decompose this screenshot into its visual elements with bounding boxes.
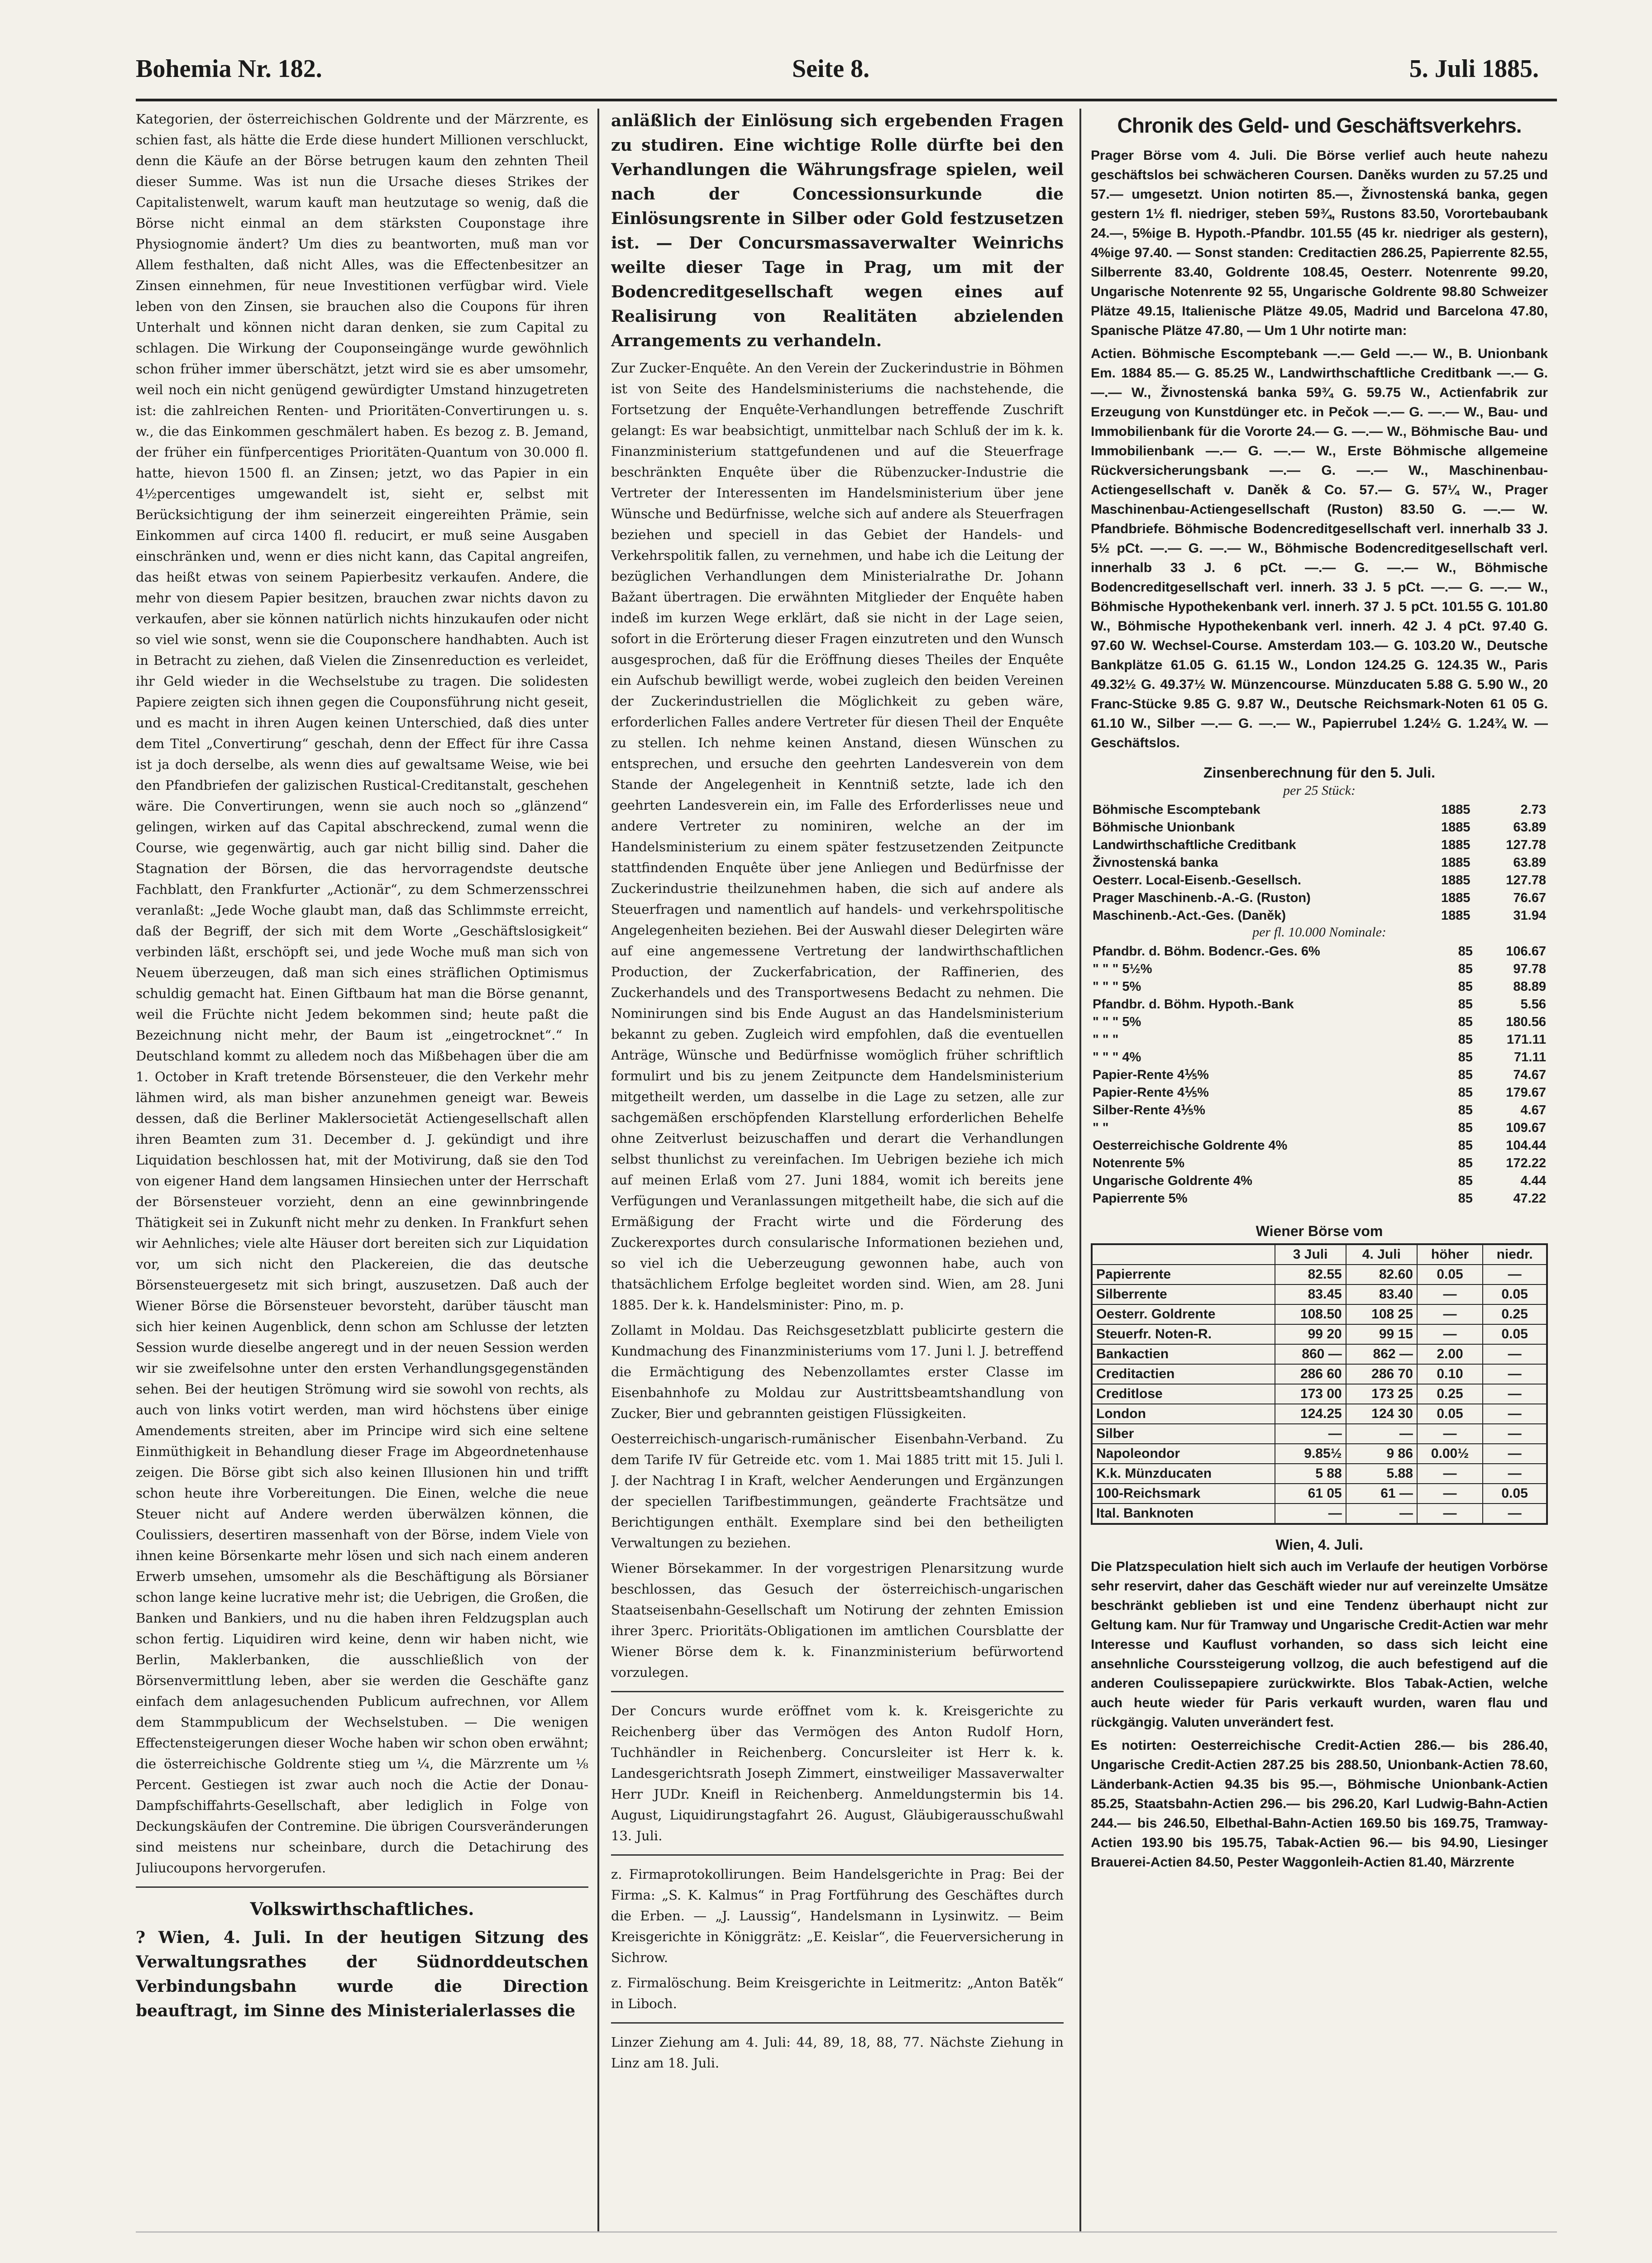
year-cell: 1885 [1441, 820, 1471, 835]
table-row [1092, 1384, 1547, 1404]
security-name: Steuerfr. Noten-R. [1092, 1324, 1275, 1344]
interest-value: 4.67 [1520, 1103, 1546, 1117]
security-name: Papierrente [1092, 1265, 1275, 1284]
table-row [1091, 1084, 1548, 1102]
year-cell: 85 [1458, 1050, 1473, 1065]
interest-value: 127.78 [1506, 838, 1546, 852]
table-row [1091, 996, 1548, 1013]
table-row [1091, 819, 1548, 836]
market-report-paragraph: Die Platzspeculation hielt sich auch im Verlaufe der heutigen Vorbörse sehr reservirt, daher das Geschäft wieder nur auf vereinzelte Umsätze beschränkt geblieben ist und eine Tendenz überhaupt nicht zur Geltung kam. Nur für Tramway und Ungarische Credit-Actien war mehr Interesse und Kauflust vorhanden, so dass sich leicht eine ansehnliche Courssteigerung vollzog, die auch befestigend auf die anderen Coulissepapiere zurückwirkte. Blos Tabak-Actien, welche auch heute wieder für Paris verkauft wurden, waren flau und rückgängig. Valuten unverändert fest. [1091, 1559, 1548, 1730]
table-row [1091, 889, 1548, 907]
table-row [1091, 978, 1548, 996]
price-cell: 0.25 [1417, 1384, 1483, 1404]
year-cell: 1885 [1441, 891, 1471, 905]
year-cell: 85 [1458, 1085, 1473, 1100]
interest-value: 31.94 [1513, 908, 1546, 923]
table-row [1092, 1484, 1547, 1504]
article-lead: ? Wien, 4. Juli. In der heutigen Sitzung des Verwaltungsrathes der Südnorddeutschen Verbindungsbahn wurde die Direction beauftragt, im Sinne des Ministerialerlasses die [136, 1928, 588, 2020]
security-name: Oesterr. Goldrente [1092, 1304, 1275, 1324]
year-cell: 85 [1458, 997, 1473, 1012]
year-cell: 85 [1458, 1032, 1473, 1047]
price-cell: 108 25 [1346, 1304, 1417, 1324]
interest-value: 4.44 [1520, 1174, 1546, 1188]
interest-table-subtitle: per 25 Stück: [1283, 783, 1356, 798]
table-header: 4. Juli [1346, 1244, 1417, 1265]
price-cell: — [1483, 1444, 1547, 1464]
security-name: Ital. Banknoten [1092, 1504, 1275, 1524]
interest-value: 127.78 [1506, 873, 1546, 888]
security-name: 100-Reichsmark [1092, 1484, 1275, 1504]
security-name: " " " 5% [1093, 1015, 1141, 1029]
price-cell: 862 — [1346, 1344, 1417, 1364]
table-header: 3 Juli [1275, 1244, 1346, 1265]
price-cell: — [1417, 1424, 1483, 1444]
price-cell: 83.40 [1346, 1284, 1417, 1304]
table-row [1091, 1066, 1548, 1084]
masthead-page-number: Seite 8. [792, 55, 870, 83]
interest-table-subtitle: per fl. 10.000 Nominale: [1252, 925, 1386, 940]
interest-value: 47.22 [1513, 1191, 1546, 1206]
column-2 [611, 109, 1064, 2231]
security-name: Napoleondor [1092, 1444, 1275, 1464]
section-divider [136, 1886, 588, 1888]
price-cell: 82.55 [1275, 1265, 1346, 1284]
article-paragraph: z. Firmaprotokollirungen. Beim Handelsgerichte in Prag: Bei der Firma: „S. K. Kalmus“ in Prag Fortführung des Geschäftes durch die Erben. — „J. Laussig“, Handelsmann in Lysinwitz. — Beim Kreisgerichte in Königgrätz: „E. Keislar“, die Feuerversicherung in Sichrow. [611, 1867, 1064, 1965]
price-cell: — [1346, 1504, 1417, 1524]
table-row [1091, 1119, 1548, 1137]
price-cell: — [1483, 1344, 1547, 1364]
interest-value: 2.73 [1520, 802, 1546, 817]
price-cell: 99 20 [1275, 1324, 1346, 1344]
price-cell: 5 88 [1275, 1464, 1346, 1484]
table-row [1091, 854, 1548, 872]
interest-value: 172.22 [1506, 1156, 1546, 1170]
table-row [1091, 1013, 1548, 1031]
table-row [1091, 1155, 1548, 1172]
price-cell: — [1417, 1484, 1483, 1504]
table-row [1091, 1137, 1548, 1155]
year-cell: 85 [1458, 1103, 1473, 1117]
price-cell: 61 — [1346, 1484, 1417, 1504]
price-cell: 173 00 [1275, 1384, 1346, 1404]
table-row [1091, 872, 1548, 889]
table-row [1091, 801, 1548, 819]
table-row [1092, 1265, 1547, 1284]
security-name: Maschinenb.-Act.-Ges. (Daněk) [1093, 908, 1286, 923]
section-divider [611, 2022, 1064, 2024]
year-cell: 85 [1458, 962, 1473, 976]
table-row [1092, 1504, 1547, 1524]
year-cell: 1885 [1441, 908, 1471, 923]
year-cell: 85 [1458, 1068, 1473, 1082]
price-cell: — [1417, 1504, 1483, 1524]
masthead [136, 54, 1539, 104]
interest-table-nominal [1091, 943, 1548, 1208]
price-cell: 286 70 [1346, 1364, 1417, 1384]
interest-value: 74.67 [1513, 1068, 1546, 1082]
price-cell: 2.00 [1417, 1344, 1483, 1364]
table-header: höher [1417, 1244, 1483, 1265]
section-divider [611, 1854, 1064, 1856]
price-cell: — [1417, 1304, 1483, 1324]
table-row [1091, 960, 1548, 978]
price-cell: 9.85½ [1275, 1444, 1346, 1464]
table-row [1092, 1344, 1547, 1364]
price-cell: 108.50 [1275, 1304, 1346, 1324]
price-cell: — [1417, 1464, 1483, 1484]
article-paragraph: Kategorien, der österreichischen Goldrente und der Märzrente, es schien fast, als hätte die Erde diese hundert Millionen verschluckt, denn die Käufe an der Börse betrugen kaum den zehnten Theil dieser Summe. Was ist nun die Ursache dieses Strikes der Capitalistenwelt, warum kauft man heutzutage so wenig, daß die Börse nicht einmal an dem stärksten Couponstage ihre Physiognomie ändert? Um dies zu beantworten, muß man vor Allem festhalten, daß nicht Alles, was die Effectenbesitzer an Zinsen einnehmen, für neue Investitionen verfügbar wird. Viele leben von den Zinsen, sie brauchen also die Coupons für ihren Unterhalt und können nicht daran denken, sie zum Capital zu schlagen. Die Wirkung der Couponseingänge wurde gewöhnlich schon früher immer überschätzt, jetzt wird sie es aber umsomehr, weil noch ein nicht genügend gewürdigter Umstand hinzugetreten ist: die zahlreichen Renten- und Prioritäten-Convertirungen u. s. w., die das Einkommen geschmälert haben. Es bezog z. B. Jemand, der früher ein fünfpercentiges Prioritäten-Quantum von 30.000 fl. hatte, hievon 1500 fl. an Zinsen; jetzt, wo das Papier in ein 4½percentiges umgewandelt ist, sieht er, selbst mit Berücksichtigung der ihm seinerzeit eingereihten Prämie, sein Einkommen auf circa 1400 fl. reducirt, er muß seine Ausgaben einschränken und, wenn er dies nicht kann, das Capital angreifen, das heißt etwas von seinem Papierbesitz verkaufen. Andere, die mehr von diesem Papier besitzen, brauchen zwar nichts davon zu verkaufen, aber sie können natürlich nichts hinzukaufen oder nicht so viel wie sonst, wenn sie die Couponschere handhabten. Auch ist in Betracht zu ziehen, daß Vielen die Zinsenreduction es verleidet, ihr Geld wieder in die Wechselstube zu tragen. Die solidesten Papiere zeigten sich ihnen gegen die Couponsführung nicht geseit, und es macht in ihren Augen keinen Unterschied, daß dies unter dem Titel „Convertirung“ geschah, denn der Effect für ihre Cassa ist ja doch derselbe, als wenn dies auf gewaltsame Weise, wie bei den Pfandbriefen der galizischen Rustical-Creditanstalt, geschehen wäre. Die Convertirungen, wenn sie auch noch so „glänzend“ gelingen, wirken auf das Capital abschreckend, zumal wenn die Course, wie gegenwärtig, auch gar nicht billig sind. Daher die Stagnation der Börsen, die das hervorragendste deutsche Fachblatt, den Frankfurter „Actionär“, zu dem Schmerzensschrei veranlaßt: „Jede Woche glaubt man, daß das Schlimmste erreicht, daß der Begriff, der sich mit dem Worte „Geschäftslosigkeit“ verbinden läßt, erschöpft sei, und jede Woche muß man sich von Neuem überzeugen, daß man sich eines sträflichen Optimismus schuldig gemacht hat. Einen Giftbaum hat man die Börse genannt, weil die Früchte nicht Jedem bekommen sind; heute paßt die Bezeichnung nicht mehr, der Baum ist „eingetrocknet“.“ In Deutschland kommt zu alledem noch das Mißbehagen über die am 1. October in Kraft tretende Börsensteuer, die den Verkehr mehr lähmen wird, als man bisher anzunehmen geneigt war. Beweis dessen, daß die Berliner Maklersocietät Actiengesellschaft allen ihren Beamten zum 31. December d. J. gekündigt und ihre Liquidation beschlossen hat, mit der Motivirung, daß sie den Tod von eigener Hand dem langsamen Hinsiechen unter der Herrschaft der Börsensteuer vorzieht, denn an eine gewinnbringende Thätigkeit sei in Zukunft nicht mehr zu denken. In Frankfurt sehen wir Aehnliches; viele alte Häuser dort bereiten sich zur Liquidation vor, um sich nicht den Plackereien, die das deutsche Börsensteuergesetz mit sich bringt, auszusetzen. Daß auch der Wiener Börse die Börsensteuer bevorsteht, darüber täuscht man sich hier keinen Augenblick, denn schon am Schlusse der letzten Session wurde dieselbe angeregt und in der neuen Session werden wir sie zweifelsohne unter den ersten Verhandlungsgegenständen sehen. Bei der heutigen Strömung wird sie sowohl von rechts, als auch von links votirt werden, man wird höchstens über einige Amendements streiten, aber im Principe wird sich eine seltene Einmüthigkeit in Behandlung dieser Frage im Abgeordnetenhause zeigen. Die Börse gibt sich also keinen Illusionen hin und trifft schon heute ihre Vorbereitungen. Die Einen, welche die neue Steuer nicht auf Andere werden überwälzen können, die Coulissiers, desertiren massenhaft von der Börse, indem Viele von ihnen keine Börsenkarte mehr lösen und sich nach einem anderen Erwerb umsehen, umsomehr als die Beschäftigung als Börsianer schon lange keine lucrative mehr ist; die Uebrigen, die Großen, die Banken und Bankiers, und nu die haben ihren Feldzugsplan auch schon fertig. Liquidiren wird keine, denn wir haben nicht, wie Berlin, Maklerbanken, die ausschließlich von der Börsenvermittlung leben, aber sie werden die Geschäfte ganz einfach dem anlagesuchenden Publicum aufrechnen, vor Allem dem Stammpublicum der Wechselstuben. — Die wenigen Effectensteigerungen dieser Woche haben wir schon oben erwähnt; die österreichische Goldrente stieg um ¼, die Märzrente um ⅛ Percent. Gestiegen ist zwar auch noch die Actie der Donau-Dampfschiffahrts-Gesellschaft, aber lediglich in Folge von Deckungskäufen der Contremine. Die übrigen Coursveränderungen sind meistens nur scheinbare, durch die Detachirung des Juliucoupons hervorgerufen. [136, 111, 588, 1876]
interest-value: 104.44 [1506, 1138, 1546, 1153]
security-name: Papierrente 5% [1093, 1191, 1188, 1206]
security-name: K.k. Münzducaten [1092, 1464, 1275, 1484]
table-row [1091, 1031, 1548, 1049]
article-paragraph: Der Concurs wurde eröffnet vom k. k. Kreisgerichte zu Reichenberg über das Vermögen des Anton Rudolf Horn, Tuchhändler in Reichenberg. Concursleiter ist Herr k. k. Landesgerichtsrath Joseph Zimmert, einstweiliger Massaverwalter Herr JUDr. Kneifl in Reichenberg. Anmeldungstermin bis 14. August, Liquidirungstagfahrt 26. August, Gläubigerausschußwahl 13. Juli. [611, 1703, 1064, 1843]
article-paragraph: Wiener Börsekammer. In der vorgestrigen Plenarsitzung wurde beschlossen, das Gesuch der österreichisch-ungarischen Staatseisenbahn-Gesellschaft um Notirung der zehnten Emission ihrer 3perc. Prioritäts-Obligationen im amtlichen Coursblatte der Wiener Börse dem k. k. Finanzministerium befürwortend vorzulegen. [611, 1561, 1064, 1680]
article-paragraph: Linzer Ziehung am 4. Juli: 44, 89, 18, 88, 77. Nächste Ziehung in Linz am 18. Juli. [611, 2034, 1064, 2071]
table-row [1091, 1190, 1548, 1208]
interest-value: 63.89 [1513, 855, 1546, 870]
price-cell: 61 05 [1275, 1484, 1346, 1504]
price-cell: — [1483, 1424, 1547, 1444]
vienna-exchange-title: Wiener Börse vom [1256, 1223, 1383, 1239]
price-cell: — [1483, 1504, 1547, 1524]
security-name: Silber-Rente 4⅕% [1093, 1103, 1205, 1117]
security-name: Ungarische Goldrente 4% [1093, 1174, 1252, 1188]
interest-value: 76.67 [1513, 891, 1546, 905]
table-row [1092, 1424, 1547, 1444]
article-paragraph: Oesterreichisch-ungarisch-rumänischer Eisenbahn-Verband. Zu dem Tarife IV für Getreide etc. vom 1. Mai 1885 tritt mit 15. Juli l. J. der Nachtrag I in Kraft, welcher Aenderungen und Ergänzungen der speciellen Tarifbestimmungen, geänderte Frachtsätze und Berichtigungen enthält. Exemplare sind bei den betheiligten Verwaltungen zu beziehen. [611, 1431, 1064, 1551]
price-cell: 860 — [1275, 1344, 1346, 1364]
price-cell: 83.45 [1275, 1284, 1346, 1304]
price-cell: 0.25 [1483, 1304, 1547, 1324]
market-report-paragraph: Es notirten: Oesterreichische Credit-Actien 286.— bis 286.40, Ungarische Credit-Actien 287.25 bis 288.50, Unionbank-Actien 78.60, Länderbank-Actien 94.35 bis 95.—, Böhmische Unionbank-Actien 85.25, Staatsbahn-Actien 296.— bis 296.20, Karl Ludwig-Bahn-Actien 244.— bis 246.50, Elbethal-Bahn-Actien 169.50 bis 169.75, Tramway-Actien 193.90 bis 195.75, Tabak-Actien 96.— bis 94.90, Liesinger Brauerei-Actien 84.50, Pester Waggonleih-Actien 81.40, Märzrente [1091, 1738, 1548, 1870]
security-name: Silberrente [1092, 1284, 1275, 1304]
price-cell: — [1346, 1424, 1417, 1444]
price-cell: 0.05 [1417, 1404, 1483, 1424]
price-cell: 82.60 [1346, 1265, 1417, 1284]
price-cell: 0.05 [1483, 1484, 1547, 1504]
column-divider [1079, 109, 1081, 2231]
security-name: Landwirthschaftliche Creditbank [1093, 838, 1296, 852]
security-name: Papier-Rente 4⅕% [1093, 1085, 1209, 1100]
interest-value: 171.11 [1506, 1032, 1546, 1047]
year-cell: 85 [1458, 979, 1473, 994]
security-name: Prager Maschinenb.-A.-G. (Ruston) [1093, 891, 1311, 905]
price-cell: — [1275, 1504, 1346, 1524]
interest-table-title: Zinsenberechnung für den 5. Juli. [1203, 764, 1436, 781]
price-cell: 99 15 [1346, 1324, 1417, 1344]
year-cell: 85 [1458, 944, 1473, 959]
price-cell: 0.05 [1483, 1284, 1547, 1304]
price-cell: — [1483, 1364, 1547, 1384]
security-name: Böhmische Escomptebank [1093, 802, 1260, 817]
market-report-paragraph: Prager Börse vom 4. Juli. Die Börse verlief auch heute nahezu geschäftslos bei schwächeren Coursen. Daněks wurden zu 57.25 und 57.— umgesetzt. Union notirten 85.—, Živnostenská banka, gegen gestern 1½ fl. niedriger, steben 59¾, Rustons 83.50, Vorortebaubank 24.—, 5%ige B. Hypoth.-Pfandbr. 101.55 (45 kr. niedriger als gestern), 4%ige 97.40. — Sonst standen: Creditactien 286.25, Papierrente 82.55, Silberrente 83.40, Goldrente 108.45, Oesterr. Notenrente 99.20, Ungarische Notenrente 92 55, Ungarische Goldrente 98.80 Schweizer Plätze 49.15, Italienische Plätze 49.05, Madrid und Barcelona 47.80, Spanische Plätze 47.80, — Um 1 Uhr notirte man: [1091, 148, 1548, 338]
year-cell: 85 [1458, 1191, 1473, 1206]
security-name: " " [1093, 1121, 1109, 1135]
vienna-report-heading: Wien, 4. Juli. [1275, 1537, 1363, 1553]
price-cell: — [1483, 1265, 1547, 1284]
price-cell: — [1483, 1384, 1547, 1404]
security-name: " " " 4% [1093, 1050, 1141, 1065]
column-3 [1091, 109, 1548, 2159]
price-cell: 0.00½ [1417, 1444, 1483, 1464]
price-cell: 124 30 [1346, 1404, 1417, 1424]
year-cell: 85 [1458, 1174, 1473, 1188]
table-row [1092, 1324, 1547, 1344]
column-divider [597, 109, 599, 2231]
interest-value: 88.89 [1513, 979, 1546, 994]
price-cell: — [1275, 1424, 1346, 1444]
security-name: " " " [1093, 1032, 1119, 1047]
table-row [1092, 1444, 1547, 1464]
masthead-title: Bohemia Nr. 182. [136, 55, 322, 83]
price-cell: — [1417, 1284, 1483, 1304]
table-row [1091, 836, 1548, 854]
year-cell: 1885 [1441, 838, 1471, 852]
price-cell: — [1417, 1324, 1483, 1344]
table-row [1091, 907, 1548, 925]
price-cell: 5.88 [1346, 1464, 1417, 1484]
section-divider [611, 1691, 1064, 1692]
security-name: Živnostenská banka [1093, 855, 1218, 870]
table-row [1092, 1404, 1547, 1424]
interest-value: 109.67 [1506, 1121, 1546, 1135]
price-cell: 286 60 [1275, 1364, 1346, 1384]
security-name: Pfandbr. d. Böhm. Bodencr.-Ges. 6% [1093, 944, 1320, 959]
price-cell: 124.25 [1275, 1404, 1346, 1424]
table-row [1091, 1172, 1548, 1190]
price-cell: — [1483, 1464, 1547, 1484]
security-name: Bankactien [1092, 1344, 1275, 1364]
article-paragraph: z. Firmalöschung. Beim Kreisgerichte in Leitmeritz: „Anton Batěk“ in Liboch. [611, 1975, 1064, 2011]
security-name: Papier-Rente 4⅕% [1093, 1068, 1209, 1082]
interest-value: 180.56 [1506, 1015, 1546, 1029]
table-row [1092, 1364, 1547, 1384]
security-name: Notenrente 5% [1093, 1156, 1185, 1170]
security-name: " " " 5% [1093, 979, 1141, 994]
year-cell: 85 [1458, 1138, 1473, 1153]
table-row [1092, 1304, 1547, 1324]
table-header [1092, 1244, 1275, 1265]
security-name: Creditlose [1092, 1384, 1275, 1404]
year-cell: 1885 [1441, 873, 1471, 888]
price-cell: 0.05 [1417, 1265, 1483, 1284]
masthead-date: 5. Juli 1885. [1409, 55, 1539, 83]
security-name: " " " 5½% [1093, 962, 1152, 976]
interest-value: 5.56 [1520, 997, 1546, 1012]
table-header: niedr. [1483, 1244, 1547, 1265]
security-name: Oesterr. Local-Eisenb.-Gesellsch. [1093, 873, 1301, 888]
interest-value: 106.67 [1506, 944, 1546, 959]
price-cell: 173 25 [1346, 1384, 1417, 1404]
year-cell: 1885 [1441, 855, 1471, 870]
security-name: Pfandbr. d. Böhm. Hypoth.-Bank [1093, 997, 1294, 1012]
market-report-paragraph: Actien. Böhmische Escomptebank —.— Geld —.— W., B. Unionbank Em. 1884 85.— G. 85.25 W., Landwirthschaftliche Creditbank —.— G. —.— W., Živnostenská banka 59¾ G. 59.75 W., Actienfabrik zur Erzeugung von Kunstdünger etc. in Pečok —.— G. —.— W., Bau- und Immobilienbank für die Vororte 24.— G. —.— W., Böhmische Bau- und Immobilienbank —.— G. —.— W., Erste Böhmische allgemeine Rückversicherungsbank —.— G. —.— W., Maschinenbau-Actiengesellschaft v. Daněk & Co. 57.— G. 57¼ W., Prager Maschinenbau-Actiengesellschaft (Ruston) 83.50 G. —.— W. Pfandbriefe. Böhmische Bodencreditgesellschaft verl. innerhalb 33 J. 5½ pCt. —.— G. —.— W., Böhmische Bodencreditgesellschaft verl. innerhalb 33 J. 6 pCt. —.— G. —.— W., Böhmische Bodencreditgesellschaft verl. innerh. 33 J. 5 pCt. —.— G. —.— W., Böhmische Hypothekenbank verl. innerh. 37 J. 5 pCt. 101.55 G. 101.80 W., Böhmische Hypothekenbank verl. innerh. 42 J. 4 pCt. 97.40 G. 97.60 W. Wechsel-Course. Amsterdam 103.— G. 103.20 W., Deutsche Bankplätze 61.05 G. 61.15 W., London 124.25 G. 124.35 W., Paris 49.32½ G. 49.37½ W. Münzencourse. Münzducaten 5.88 G. 5.90 W., 20 Franc-Stücke 9.85 G. 9.87 W., Deutsche Reichsmark-Noten 61 05 G. 61.10 W., Silber —.— G. —.— W., Papierrubel 1.24½ G. 1.24¾ W. — Geschäftslos. [1091, 346, 1548, 750]
year-cell: 85 [1458, 1156, 1473, 1170]
interest-table-shares [1091, 801, 1548, 925]
security-name: Creditactien [1092, 1364, 1275, 1384]
price-cell: 9 86 [1346, 1444, 1417, 1464]
year-cell: 85 [1458, 1015, 1473, 1029]
article-paragraph: Zollamt in Moldau. Das Reichsgesetzblatt publicirte gestern die Kundmachung des Finanzministeriums vom 17. Juni l. J. betreffend die Ermächtigung des Nebenzollamtes erster Classe im Eisenbahnhofe zu Moldau zur Austrittsbeamtshandlung von Zucker, Bier und gebrannten geistigen Flüssigkeiten. [611, 1322, 1064, 1421]
security-name: London [1092, 1404, 1275, 1424]
page-bottom-rule [136, 2231, 1557, 2233]
section-heading: Volkswirthschaftliches. [250, 1899, 474, 1919]
year-cell: 1885 [1441, 802, 1471, 817]
vienna-exchange-table [1091, 1243, 1548, 1525]
table-row [1092, 1284, 1547, 1304]
interest-value: 71.11 [1514, 1050, 1546, 1065]
price-cell: 0.10 [1417, 1364, 1483, 1384]
year-cell: 85 [1458, 1121, 1473, 1135]
interest-value: 97.78 [1513, 962, 1546, 976]
table-row [1091, 1102, 1548, 1119]
security-name: Böhmische Unionbank [1093, 820, 1235, 835]
interest-value: 63.89 [1513, 820, 1546, 835]
table-row [1092, 1464, 1547, 1484]
price-cell: 0.05 [1483, 1324, 1547, 1344]
masthead-rule [136, 99, 1557, 101]
article-lead: anläßlich der Einlösung sich ergebenden Fragen zu studiren. Eine wichtige Rolle dürfte bei den Verhandlungen die Währungsfrage spielen, weil nach der Concessionsurkunde die Einlösungsrente in Silber oder Gold festzusetzen ist. — Der Concursmassaverwalter Weinrichs weilte dieser Tage in Prag, um mit der Bodencreditgesellschaft wegen eines auf Realisirung von Realitäten abzielenden Arrangements zu verhandeln. [611, 111, 1064, 350]
security-name: Oesterreichische Goldrente 4% [1093, 1138, 1288, 1153]
table-row [1091, 943, 1548, 960]
column-1 [136, 109, 588, 2245]
interest-value: 179.67 [1506, 1085, 1546, 1100]
security-name: Silber [1092, 1424, 1275, 1444]
section-heading: Chronik des Geld- und Geschäftsverkehrs. [1117, 114, 1522, 137]
price-cell: — [1483, 1404, 1547, 1424]
article-paragraph: Zur Zucker-Enquête. An den Verein der Zuckerindustrie in Böhmen ist von Seite des Handelsministeriums die nachstehende, die Fortsetzung der Enquête-Verhandlungen betreffende Zuschrift gelangt: Es war beabsichtigt, unmittelbar nach Schluß der im k. k. Finanzministerium stattgefundenen und auf die Steuerfrage beschränkten Enquête über die Rübenzucker-Industrie die Vertreter der Interessenten im Handelsministerium über jene Wünsche und Bedürfnisse, welche sich auf andere als Steuerfragen beziehen und speciell in das Gebiet der Handels- und Verkehrspolitik fallen, zu vernehmen, und habe ich die Leitung der bezüglichen Verhandlungen dem Ministerialrathe Dr. Johann Bažant übertragen. Die erwähnten Mitglieder der Enquête haben indeß im kurzen Wege erklärt, daß sie nicht in der Lage seien, sofort in die Erörterung dieser Fragen einzutreten und den Wunsch ausgesprochen, daß für die Eröffnung dieses Theiles der Enquête ein Aufschub bewilligt werde, wobei zugleich den beiden Vereinen der Zuckerindustriellen die Möglichkeit zu geben wäre, erforderlichen Falles andere Vertreter für diesen Theil der Enquête zu stellen. Ich nehme keinen Anstand, diesen Wünschen zu entsprechen, und ersuche den geehrten Landesverein von dem Stande der Angelegenheit in Kenntniß setzte, lade ich den geehrten Landesverein ein, im Falle des Erforderlisses neue und andere Vertreter zu nominiren, welche an der im Handelsministerium zu einem später festzusetzenden Zeitpuncte stattfindenden Enquête über jene Anliegen und Bedürfnisse der Zuckerindustrie theilzunehmen haben, die sich auf andere als Steuerfragen und namentlich auf handels- und verkehrspolitische Angelegenheiten beziehen. Bei der Auswahl dieser Delegirten wäre auf eine angemessene Vertretung der landwirthschaftlichen Production, der Zuckerfabrication, der Raffinerien, des Zuckerhandels und des Transportwesens Bedacht zu nehmen. Die Nominirungen sind bis Ende August an das Handelsministerium bekannt zu geben. Zugleich wird empfohlen, daß die eventuellen Anträge, Wünsche und Bedürfnisse womöglich früher schriftlich formulirt und bis zu jenem Zeitpuncte dem Handelsministerium mitgetheilt werden, um dasselbe in die Lage zu setzen, alle zur sachgemäßen erschöpfenden Klarstellung erforderlichen Behelfe ohne Zeitverlust beizuschaffen und derart die Verhandlungen selbst thunlichst zu vereinfachen. Im Uebrigen beziehe ich mich auf meinen Erlaß vom 27. Juni 1884, womit ich bereits jene Verfügungen und Veranlassungen mitgetheilt habe, die sich auf die Ermäßigung der Fracht wirte und die Förderung des Zuckerexportes durch consularische Informationen beziehen und, so viel ich die Ueberzeugung gewonnen habe, auch von thatsächlichem Erfolge begleitet worden sind. Wien, am 28. Juni 1885. Der k. k. Handelsminister: Pino, m. p. [611, 360, 1064, 1313]
table-row [1091, 1049, 1548, 1066]
